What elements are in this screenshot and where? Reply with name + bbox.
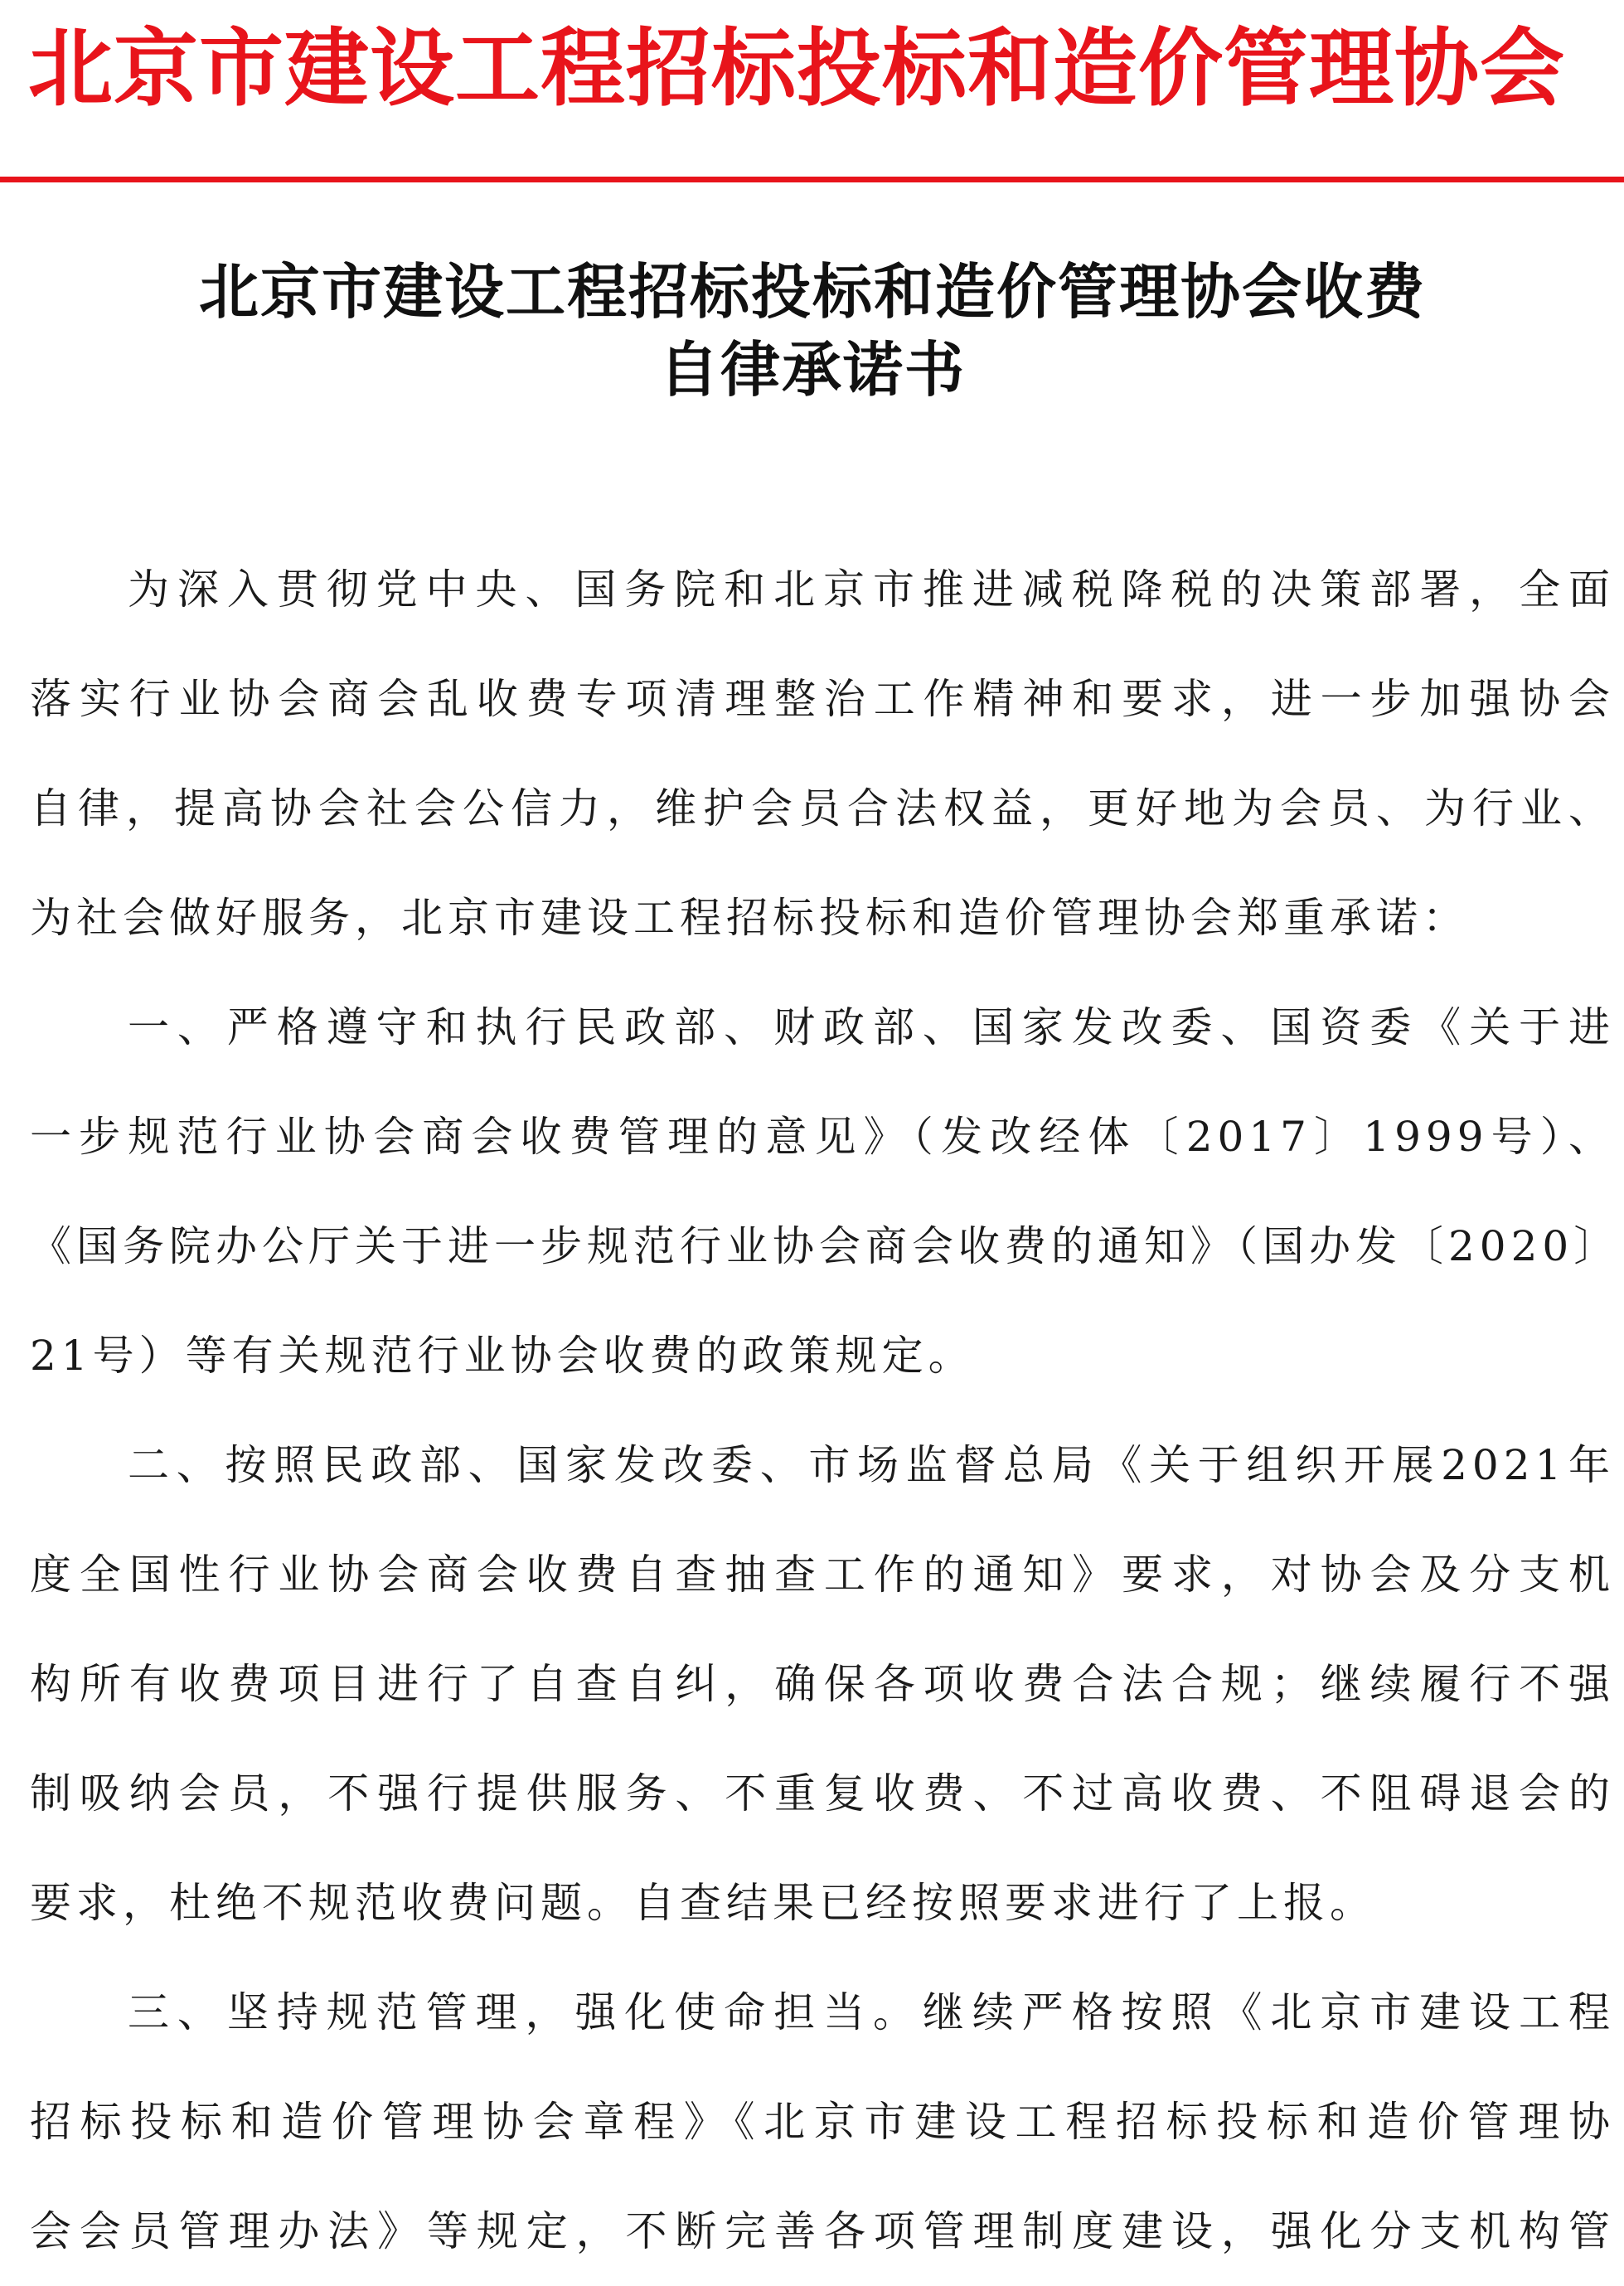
paragraph-preamble — [30, 535, 1615, 973]
text-line: 会会员管理办法》等规定，不断完善各项管理制度建设，强化分支机构管 — [30, 2207, 1615, 2255]
document-title-line-1: 北京市建设工程招标投标和造价管理协会收费 — [198, 257, 1426, 327]
document-body — [30, 535, 1621, 2286]
text-line: 招标投标和造价管理协会章程》《北京市建设工程招标投标和造价管理协 — [30, 2098, 1615, 2146]
text-line: 21号）等有关规范行业协会收费的政策规定。 — [30, 1332, 975, 1380]
text-line: 自律，提高协会社会公信力，维护会员合法权益，更好地为会员、为行业、 — [30, 784, 1615, 832]
text-line: 为深入贯彻党中央、国务院和北京市推进减税降税的决策部署，全面 — [128, 565, 1615, 614]
document-title — [25, 253, 1600, 409]
text-line: 度全国性行业协会商会收费自查抽查工作的通知》要求，对协会及分支机 — [30, 1551, 1615, 1599]
paragraph-item-2 — [30, 1410, 1615, 1958]
letterhead-divider — [0, 177, 1624, 182]
letterhead-org-name: 北京市建设工程招标投标和造价管理协会 — [28, 19, 1565, 119]
text-line: 三、坚持规范管理，强化使命担当。继续严格按照《北京市建设工程 — [128, 1988, 1615, 2036]
text-line: 为社会做好服务，北京市建设工程招标投标和造价管理协会郑重承诺： — [30, 894, 1469, 942]
text-line: 要求，杜绝不规范收费问题。自查结果已经按照要求进行了上报。 — [30, 1879, 1376, 1927]
text-line: 《国务院办公厅关于进一步规范行业协会商会收费的通知》（国办发〔2020〕 — [30, 1222, 1621, 1270]
text-line: 构所有收费项目进行了自查自纠，确保各项收费合法合规；继续履行不强 — [30, 1660, 1615, 1708]
paragraph-item-3 — [30, 1958, 1615, 2286]
document-title-line-2: 自律承诺书 — [658, 335, 966, 405]
text-line: 一、严格遵守和执行民政部、财政部、国家发改委、国资委《关于进 — [128, 1003, 1615, 1051]
text-line: 一步规范行业协会商会收费管理的意见》（发改经体〔2017〕1999号）、 — [30, 1113, 1615, 1161]
text-line: 二、按照民政部、国家发改委、市场监督总局《关于组织开展2021年 — [128, 1441, 1615, 1489]
paragraph-item-1 — [30, 973, 1621, 1410]
text-line: 制吸纳会员，不强行提供服务、不重复收费、不过高收费、不阻碍退会的 — [30, 1769, 1615, 1818]
text-line: 落实行业协会商会乱收费专项清理整治工作精神和要求，进一步加强协会 — [30, 675, 1615, 723]
